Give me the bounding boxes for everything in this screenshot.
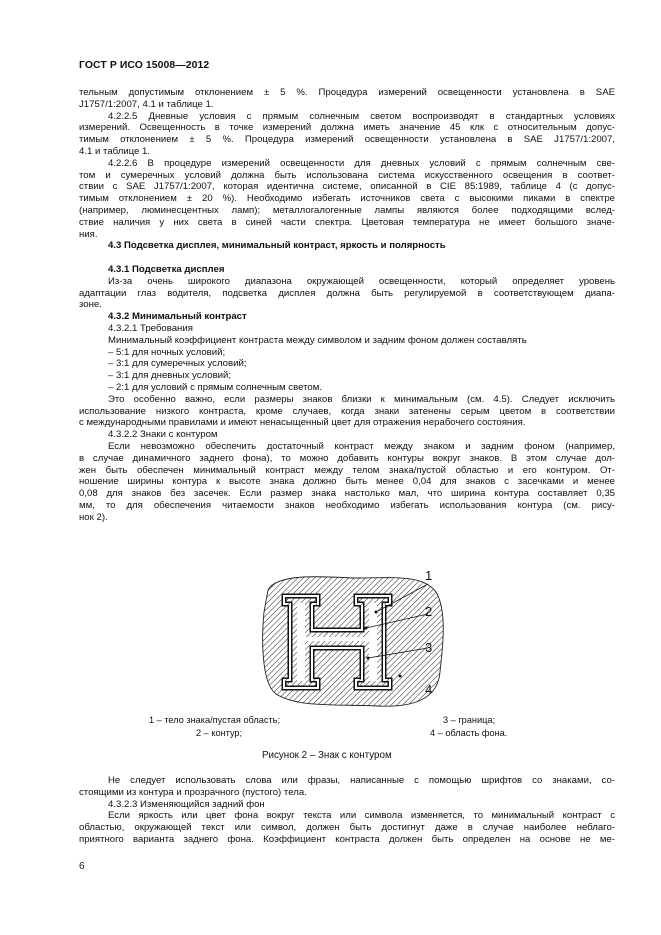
text-line: тимым отклонением ± 20 %). Необходимо избегать источников света с высокими пиками в спектре [79,193,615,205]
text-line: адаптации глаз водителя, подсветка дисплея должна быть регулируемой в соответствующем диапа- [79,287,615,299]
text-line: областью, окружающей текст или символ, должен быть достигнут даже в случае наиболее неблаго- [79,822,615,834]
figure-label-1: 1 [425,568,433,583]
text-line: тельным допустимым отклонением ± 5 %. Процедура измерений освещенности установлена в SAE [79,87,615,98]
text-line: ния. [79,228,98,240]
text-line: 4.3.2.3 Изменяющийся задний фон [108,798,265,810]
text-line: использование низкого контраста, кроме случаев, когда знаки затенены серым цветом в соответствии [79,405,615,417]
text-line: стоящими из контура и прозрачного (пустого) тела. [79,786,307,798]
text-line: с международными правилами и имеют ненасыщенный цвет для отражения нерабочего состояния. [79,417,526,429]
text-line: – 2:1 для условий с прямым солнечным светом. [108,381,322,393]
text-line: измерений. Освещенность в точке измерений должна иметь значение 45 клк с относительным допус- [79,122,615,134]
text-line: ношение ширины контура к высоте знака должно быть менее 0,04 для знаков с засечками и менее [79,476,615,488]
text-line: ствие наличия у них света в синей части спектра. Цветовая температура не имеет большого значе- [79,216,615,228]
text-line: 4.3.2.2 Знаки с контуром [108,429,218,441]
text-line: тимым отклонением ± 5 %. Процедура измерений освещенности установлена в SAE J1757/1:2007, [79,134,615,146]
figure-label-3: 3 [425,640,433,655]
text-line: – 5:1 для ночных условий; [108,346,226,358]
text-line: в случае динамичного заднего фона), то можно добавить контуры вокруг знаков. В этом случае дол- [79,452,615,464]
text-line: – 3:1 для сумеречных условий; [108,358,247,370]
text-line: приятного варианта заднего фона. Коэффициент контраста должен быть определен на основе не ме- [79,833,615,845]
text-line: 4.1 и таблице 1. [79,145,151,157]
text-line: 4.2.2.6 В процедуре измерений освещенности для дневных условий с прямым солнечным све- [108,157,615,169]
figure-label-2: 2 [425,604,433,619]
legend-item-3: 3 – граница; [443,715,496,725]
body-text-bottom [79,775,615,846]
text-line: Из-за очень широкого диапазона окружающей освещенности, который определяет уровень [108,275,615,287]
text-line: Минимальный коэффициент контраста между символом и задним фоном должен составлять [108,334,527,346]
text-line: 4.3.1 Подсветка дисплея [108,263,225,275]
legend-item-2: 2 – контур; [196,728,243,738]
text-line: 4.2.2.5 Дневные условия с прямым солнечным светом воспроизводят в стандартных условиях [108,110,615,122]
text-line [79,252,615,264]
text-line: Это особенно важно, если размеры знаков близки к минимальным (см. 4.5). Следует исключить [108,393,615,405]
text-line: 0,08 для знаков без засечек. Если размер знака настолько мал, что ширина контура составляет 0,35 [79,488,615,500]
outlined-letter-h-diagram [258,572,448,712]
text-line: 4.3.2.1 Требования [108,322,193,334]
text-line: J1757/1:2007, 4.1 и таблице 1. [79,98,214,110]
text-line: (например, люминесцентных ламп); металлогалогенные лампы являются более подходящими вслед- [79,204,615,216]
legend-item-4: 4 – область фона. [430,728,508,738]
text-line: мм, то для обеспечения читаемости знаков необходимо избегать использования контура (см. рису- [79,499,615,511]
text-line: 4.3 Подсветка дисплея, минимальный контраст, яркость и полярность [108,240,446,252]
document-header: ГОСТ Р ИСО 15008—2012 [79,60,210,71]
figure-caption: Рисунок 2 – Знак с контуром [262,750,392,761]
legend-item-1: 1 – тело знака/пустая область; [149,715,281,725]
text-line: зоне. [79,299,102,311]
text-line: ствии с SAE J1757/1:2007, которая идентична системе, описанной в CIE 85:1989, таблице 4 (с допус- [79,181,615,193]
text-line: Не следует использовать слова или фразы, написанные с помощью шрифтов со знаками, со- [108,775,615,786]
text-line: – 3:1 для дневных условий; [108,370,232,382]
figure-label-4: 4 [425,682,433,697]
text-line: жен быть обеспечен минимальный контраст между телом знака/пустой областью и его контуром. От- [79,464,615,476]
text-line: 4.3.2 Минимальный контраст [108,311,247,323]
body-text-top [79,87,615,523]
page-number: 6 [79,861,85,872]
text-line: Если невозможно обеспечить достаточный контраст между знаком и задним фоном (например, [108,440,615,452]
figure-outlined-letter [258,572,448,712]
text-line: том и сумеречных условий должна быть использована система искусственного освещения в соответ- [79,169,615,181]
text-line: Если яркость или цвет фона вокруг текста или символа изменяется, то минимальный контраст с [108,810,615,822]
text-line: нок 2). [79,511,108,523]
